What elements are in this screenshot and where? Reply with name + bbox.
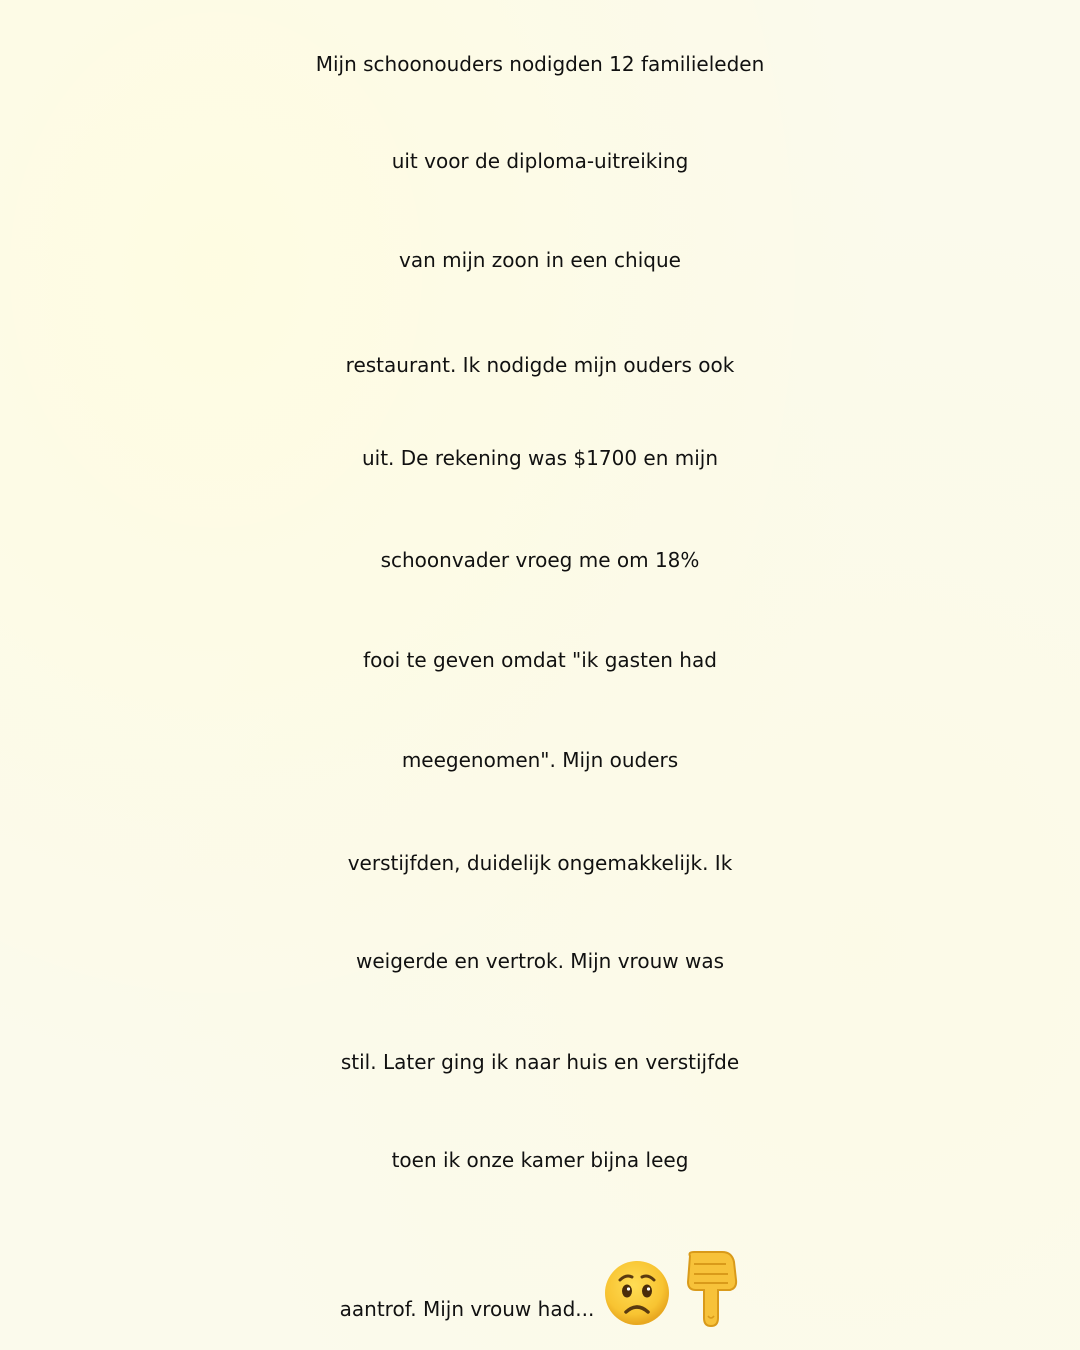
story-line: weigerde en vertrok. Mijn vrouw was — [356, 949, 724, 973]
story-line: verstijfden, duidelijk ongemakkelijk. Ik — [347, 851, 733, 875]
story-line: restaurant. Ik nodigde mijn ouders ook — [345, 353, 735, 377]
story-line: meegenomen". Mijn ouders — [401, 748, 679, 772]
story-line: van mijn zoon in een chique — [399, 248, 681, 272]
story-line: fooi te geven omdat "ik gasten had — [363, 648, 717, 672]
worried-face-icon — [602, 1258, 672, 1331]
pointing-down-hand-icon — [680, 1250, 740, 1331]
story-last-line — [0, 1250, 1080, 1331]
story-line: uit. De rekening was $1700 en mijn — [361, 446, 719, 470]
story-line: toen ik onze kamer bijna leeg — [391, 1148, 689, 1172]
story-line: stil. Later ging ik naar huis en verstijfde — [340, 1050, 740, 1074]
story-line: uit voor de diploma-uitreiking — [391, 149, 689, 173]
story-line: Mijn schoonouders nodigden 12 familieleden — [315, 52, 765, 76]
story-line: schoonvader vroeg me om 18% — [380, 548, 700, 572]
story-line: aantrof. Mijn vrouw had... — [339, 1297, 595, 1321]
